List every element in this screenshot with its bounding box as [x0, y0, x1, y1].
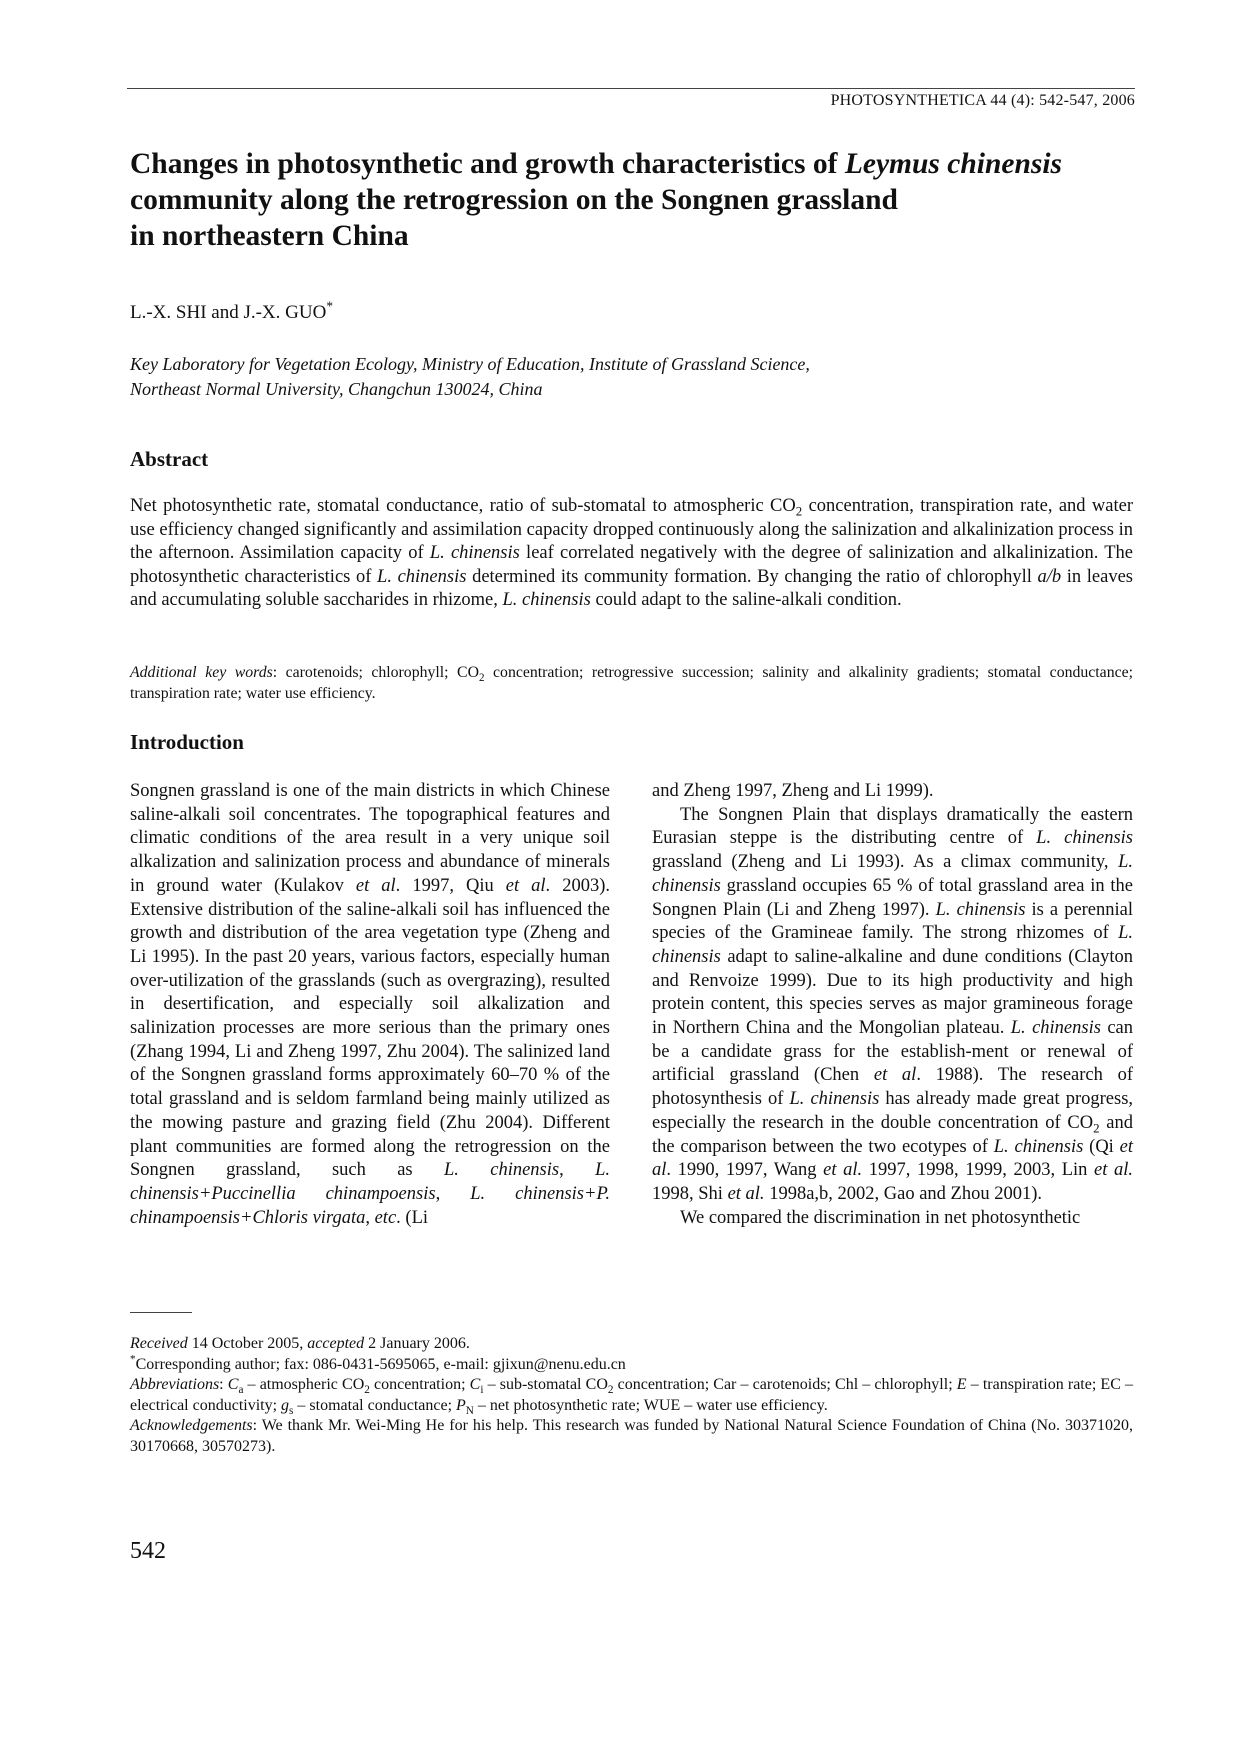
keywords: Additional key words: carotenoids; chlorophyll; $CO_2$ concentration; retrogressive succession; salinity and alkalinity gradients; stomatal conductance; transpiration rate; water use efficiency.	[130, 664, 1134, 702]
introduction-heading: Introduction	[130, 730, 244, 754]
footnote-rule	[130, 1312, 192, 1313]
journal-citation: PHOTOSYNTHETICA 44 (4): 542-547, 2006	[830, 92, 1135, 109]
footnote-received: Received 14 October 2005, accepted 2 January 2006.	[130, 1335, 470, 1352]
paper-title	[130, 146, 1130, 254]
footnote-abbreviations: Abbreviations: $C_a$ – atmospheric $CO_2$ concentration; $C_i$ – sub-stomatal $CO_2$ concentration; Car – carotenoids; Chl – chlorophyll; E – transpiration rate; EC – electrical conductivity; $g_s$ – stomatal conductance; $P_N$ – net photosynthetic rate; WUE – water use efficiency.	[130, 1376, 1134, 1417]
header-rule	[127, 88, 1135, 89]
abstract-text: Net photosynthetic rate, stomatal conductance, ratio of sub-stomatal to atmospheric $CO_2$ concentration, transpiration rate, and water use efficiency changed significantly and assimilation capacity dropped continuously along the salinization and alkalinization process in the afternoon. Assimilation capacity of L. chinensis leaf correlated negatively with the degree of salinization and alkalinization. The photosynthetic characteristics of L. chinensis determined its community formation. By changing the ratio of chlorophyll a/b in leaves and accumulating soluble saccharides in rhizome, L. chinensis could adapt to the saline-alkali condition.	[130, 496, 1134, 611]
intro-right-column	[652, 780, 1133, 1230]
footnotes	[130, 1334, 1133, 1458]
authors: L.-X. SHI and J.-X. GUO*	[130, 298, 333, 323]
affiliation-line-2: Northeast Normal University, Changchun 130024, China	[130, 379, 543, 399]
footnote-acknowledgements: Acknowledgements: We thank Mr. Wei-Ming He for his help. This research was funded by National Natural Science Foundation of China (No. 30371020, 30170668, 30570273).	[130, 1417, 1133, 1455]
footnote-corresponding: *Corresponding author; fax: 086-0431-5695065, e-mail: gjixun@nenu.edu.cn	[130, 1353, 626, 1373]
title-line-1: Changes in photosynthetic and growth characteristics of Leymus chinensis	[130, 148, 1063, 180]
intro-left-column: Songnen grassland is one of the main districts in which Chinese saline-alkali soil concentrates. The topographical features and climatic conditions of the area result in a very unique soil alkalization and salinization process and abundance of minerals in ground water (Kulakov et al. 1997, Qiu et al. 2003). Extensive distribution of the saline-alkali soil has influenced the growth and distribution of the area vegetation type (Zheng and Li 1995). In the past 20 years, various factors, especially human over-utilization of the grasslands (such as overgrazing), resulted in desertification, and especially soil alkalization and salinization processes are more serious than the primary ones (Zhang 1994, Li and Zheng 1997, Zhu 2004). The salinized land of the Songnen grassland forms approximately 60–70 % of the total grassland and is seldom farmland being mainly utilized as the mowing pasture and grazing field (Zhu 2004). Different plant communities are formed along the retrogression on the Songnen grassland, such as L. chinensis, L. chinensis+Puccinellia chinampoensis, L. chinensis+P. chinampoensis+Chloris virgata, etc. (Li	[130, 781, 611, 1228]
page-number: 542	[130, 1538, 166, 1564]
right-col-paragraph-1: The Songnen Plain that displays dramatically the eastern Eurasian steppe is the distributing centre of L. chinensis grassland (Zheng and Li 1993). As a climax community, L. chinensis grassland occupies 65 % of total grassland area in the Songnen Plain (Li and Zheng 1997). L. chinensis is a perennial species of the Gramineae family. The strong rhizomes of L. chinensis adapt to saline-alkaline and dune conditions (Clayton and Renvoize 1999). Due to its high productivity and high protein content, this species serves as major gramineous forage in Northern China and the Mongolian plateau. L. chinensis can be a candidate grass for the establish-ment or renewal of artificial grassland (Chen et al. 1988). The research of photosynthesis of L. chinensis has already made great progress, especially the research in the double concentration of $CO_2$ and the comparison between the two ecotypes of L. chinensis (Qi et al. 1990, 1997, Wang et al. 1997, 1998, 1999, 2003, Lin et al. 1998, Shi et al. 1998a,b, 2002, Gao and Zhou 2001).	[652, 804, 1134, 1204]
right-col-paragraph-2: We compared the discrimination in net photosynthetic	[680, 1207, 1081, 1228]
title-line-2: community along the retrogression on the Songnen grassland	[130, 184, 898, 216]
abstract-heading: Abstract	[130, 447, 209, 471]
affiliation	[130, 352, 810, 402]
title-line-3: in northeastern China	[130, 220, 409, 252]
title-species: Leymus chinensis	[844, 148, 1063, 180]
right-col-continuation: and Zheng 1997, Zheng and Li 1999).	[652, 781, 934, 801]
corresponding-mark: *	[326, 298, 333, 314]
affiliation-line-1: Key Laboratory for Vegetation Ecology, Ministry of Education, Institute of Grassland Science,	[130, 354, 810, 374]
